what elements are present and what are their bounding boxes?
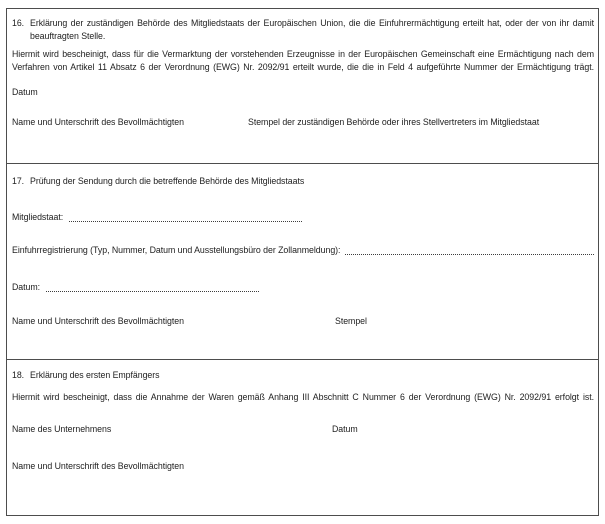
member-state-label: Mitgliedstaat: [12,211,64,222]
section-16-heading [12,17,594,43]
section-17-signature-label: Name und Unterschrift des Bevollmächtigten [12,315,184,326]
import-registration-label: Einfuhrregistrierung (Typ, Nummer, Datum und Ausstellungsbüro der Zollanmeldung): [12,244,341,255]
section-16-number: 16. [12,18,25,28]
member-state-fill-line [69,211,302,222]
section-18-date-label: Datum [332,423,358,434]
section-17-date-row [12,281,594,294]
section-16-heading-text: Erklärung der zuständigen Behörde des Mitgliedstaats der Europäischen Union, die die Einfuhrermächtigung erteilt hat, oder der von ihr damit beauftragten Stelle. [30,18,594,41]
section-17-stamp-label: Stempel [335,315,367,326]
import-registration-fill-line [345,244,594,255]
section-16-date-label: Datum [12,87,38,97]
section-18-statement: Hiermit wird bescheinigt, dass die Annahme der Waren gemäß Anhang III Abschnitt C Nummer 6 der Verordnung (EWG) Nr. 2092/91 erfolgt ist. [12,391,594,402]
section-18-company-row [12,423,594,436]
section-17-heading [12,175,594,188]
company-name-label: Name des Unternehmens [12,423,112,434]
section-18 [7,359,598,514]
section-18-number: 18. [12,369,25,380]
section-17-date-label: Datum: [12,281,41,292]
section-18-signature-label: Name und Unterschrift des Bevollmächtigten [12,460,184,471]
section-18-heading [12,369,594,382]
section-17-import-registration-row [12,244,594,257]
section-16 [7,9,598,163]
section-16-signature-row [12,116,594,129]
section-17-signature-row [12,315,594,328]
section-16-signature-label: Name und Unterschrift des Bevollmächtigten [12,117,184,127]
section-17-heading-text: Prüfung der Sendung durch die betreffende Behörde des Mitgliedstaats [30,175,305,186]
section-17-member-state-row [12,211,594,224]
section-18-heading-text: Erklärung des ersten Empfängers [30,369,160,380]
import-certificate-form [6,8,599,516]
section-17 [7,163,598,359]
section-17-number: 17. [12,175,25,186]
section-16-stamp-label: Stempel der zuständigen Behörde oder ihres Stellvertreters im Mitgliedstaat [248,117,540,127]
section-17-date-fill-line [46,281,259,292]
section-16-statement: Hiermit wird bescheinigt, dass für die Vermarktung der vorstehenden Erzeugnisse in der Europäischen Gemeinschaft eine Ermächtigung nach dem Verfahren von Artikel 11 Absatz 6 der Verordnung (EWG) Nr. 2092/91 erteilt wurde, die die in Feld 4 aufgeführte Nummer der Ermächtigung trägt. [12,49,594,72]
